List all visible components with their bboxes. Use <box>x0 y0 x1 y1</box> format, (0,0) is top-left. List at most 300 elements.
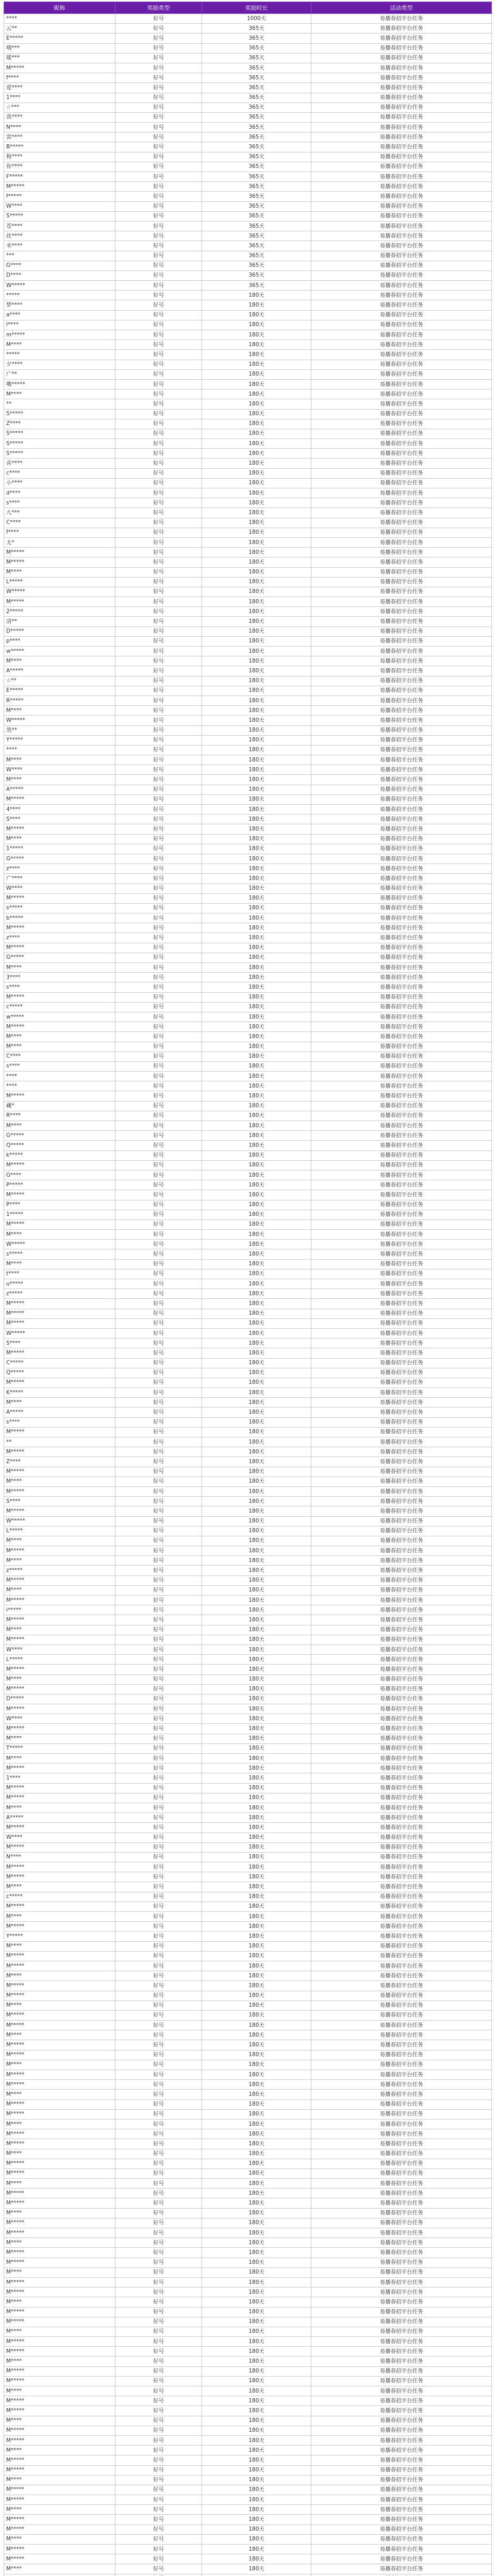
cell-activity-type: 易播春招平台任务 <box>311 350 492 360</box>
cell-nickname: R***** <box>4 696 116 705</box>
cell-reward-type: 好号 <box>116 923 202 933</box>
cell-activity-type: 易播春招平台任务 <box>311 1912 492 1922</box>
cell-reward-duration: 180天 <box>202 2416 311 2426</box>
cell-nickname: a**** <box>4 310 116 320</box>
cell-reward-type: 好号 <box>116 172 202 182</box>
cell-reward-duration: 180天 <box>202 1131 311 1141</box>
cell-reward-duration: 180天 <box>202 2327 311 2336</box>
cell-reward-type: 好号 <box>116 2416 202 2426</box>
cell-reward-duration: 180天 <box>202 1764 311 1773</box>
cell-activity-type: 易播春招平台任务 <box>311 953 492 962</box>
cell-activity-type: 易播春招平台任务 <box>311 270 492 280</box>
cell-nickname: M***** <box>4 923 116 933</box>
cell-nickname: **** <box>4 1072 116 1081</box>
cell-reward-type: 好号 <box>116 2376 202 2386</box>
cell-activity-type: 易播春招平台任务 <box>311 1338 492 1348</box>
table-row <box>4 1961 492 1971</box>
cell-reward-duration: 180天 <box>202 1259 311 1269</box>
cell-activity-type: 易播春招平台任务 <box>311 1121 492 1131</box>
table-row <box>4 399 492 409</box>
cell-reward-duration: 180天 <box>202 537 311 547</box>
cell-reward-type: 好号 <box>116 1219 202 1229</box>
table-row <box>4 310 492 320</box>
cell-activity-type: 易播春招平台任务 <box>311 1536 492 1546</box>
table-row <box>4 1734 492 1743</box>
cell-reward-duration: 180天 <box>202 1813 311 1823</box>
cell-reward-type: 好号 <box>116 2465 202 2475</box>
cell-reward-duration: 180天 <box>202 1101 311 1111</box>
table-row <box>4 459 492 468</box>
cell-reward-type: 好号 <box>116 528 202 537</box>
cell-nickname: M***** <box>4 2515 116 2524</box>
cell-activity-type: 易播春招平台任务 <box>311 1457 492 1467</box>
cell-nickname: 云** <box>4 24 116 33</box>
cell-nickname: 2***** <box>4 607 116 617</box>
cell-activity-type: 易播春招平台任务 <box>311 587 492 597</box>
cell-reward-type: 好号 <box>116 1111 202 1121</box>
cell-activity-type: 易播春招平台任务 <box>311 1477 492 1486</box>
cell-nickname: M***** <box>4 1022 116 1032</box>
cell-reward-type: 好号 <box>116 1813 202 1823</box>
cell-nickname: D***** <box>4 626 116 636</box>
cell-reward-duration: 180天 <box>202 1793 311 1803</box>
cell-activity-type: 易播春招平台任务 <box>311 1427 492 1437</box>
table-row <box>4 1546 492 1556</box>
cell-reward-duration: 180天 <box>202 1961 311 1971</box>
cell-reward-duration: 180天 <box>202 1852 311 1862</box>
cell-activity-type: 易播春招平台任务 <box>311 419 492 429</box>
cell-reward-type: 好号 <box>116 686 202 696</box>
cell-reward-duration: 180天 <box>202 1625 311 1635</box>
cell-activity-type: 易播春招平台任务 <box>311 696 492 705</box>
cell-activity-type: 易播春招平台任务 <box>311 1141 492 1150</box>
table-row <box>4 1200 492 1210</box>
table-row <box>4 43 492 53</box>
table-row <box>4 330 492 340</box>
cell-nickname: Z**** <box>4 419 116 429</box>
cell-reward-duration: 365天 <box>202 33 311 43</box>
table-row <box>4 2465 492 2475</box>
cell-activity-type: 易播春招平台任务 <box>311 2267 492 2277</box>
table-row <box>4 1516 492 1526</box>
cell-reward-duration: 180天 <box>202 1398 311 1408</box>
table-row <box>4 241 492 251</box>
cell-reward-duration: 180天 <box>202 854 311 863</box>
cell-nickname: ** <box>4 399 116 409</box>
cell-activity-type: 易播春招平台任务 <box>311 83 492 93</box>
cell-activity-type: 易播春招平台任务 <box>311 1704 492 1714</box>
cell-reward-type: 好号 <box>116 2267 202 2277</box>
table-row <box>4 2021 492 2030</box>
cell-reward-type: 好号 <box>116 1724 202 1734</box>
cell-reward-duration: 180天 <box>202 1694 311 1704</box>
reward-list-sheet <box>4 2 491 2576</box>
table-row <box>4 656 492 666</box>
cell-nickname: M***** <box>4 2545 116 2554</box>
cell-activity-type: 易播春招平台任务 <box>311 1180 492 1190</box>
table-row <box>4 884 492 893</box>
cell-nickname: M***** <box>4 1348 116 1358</box>
cell-reward-type: 好号 <box>116 2060 202 2070</box>
table-row <box>4 1912 492 1922</box>
cell-reward-type: 好号 <box>116 1862 202 1872</box>
cell-reward-duration: 180天 <box>202 943 311 953</box>
table-row <box>4 1408 492 1417</box>
cell-nickname: l**** <box>4 320 116 330</box>
table-row <box>4 2168 492 2178</box>
cell-activity-type: 易播春招平台任务 <box>311 468 492 478</box>
cell-reward-type: 好号 <box>116 221 202 231</box>
table-row <box>4 2090 492 2099</box>
cell-nickname: P***** <box>4 1180 116 1190</box>
cell-activity-type: 易播春招平台任务 <box>311 1823 492 1833</box>
cell-nickname: M**** <box>4 2030 116 2040</box>
cell-nickname: m***** <box>4 330 116 340</box>
table-row <box>4 1309 492 1318</box>
cell-reward-duration: 180天 <box>202 557 311 567</box>
cell-reward-type: 好号 <box>116 2317 202 2327</box>
cell-nickname: M***** <box>4 1783 116 1793</box>
table-row <box>4 2396 492 2406</box>
cell-reward-type: 好号 <box>116 2001 202 2010</box>
cell-nickname: M***** <box>4 2495 116 2505</box>
cell-reward-type: 好号 <box>116 2455 202 2465</box>
table-row <box>4 1170 492 1180</box>
cell-nickname: M**** <box>4 1259 116 1269</box>
cell-nickname: s***** <box>4 903 116 913</box>
cell-reward-duration: 180天 <box>202 1823 311 1833</box>
cell-reward-duration: 180天 <box>202 1833 311 1842</box>
table-row <box>4 1674 492 1684</box>
cell-reward-type: 好号 <box>116 1961 202 1971</box>
cell-nickname: M***** <box>4 1724 116 1734</box>
cell-reward-type: 好号 <box>116 577 202 587</box>
cell-activity-type: 易播春招平台任务 <box>311 1032 492 1042</box>
cell-activity-type: 易播春招平台任务 <box>311 1279 492 1289</box>
cell-reward-duration: 1000天 <box>202 14 311 24</box>
cell-activity-type: 易播春招平台任务 <box>311 2060 492 2070</box>
table-row <box>4 1289 492 1299</box>
table-row <box>4 1061 492 1071</box>
cell-activity-type: 易播春招平台任务 <box>311 103 492 112</box>
cell-activity-type: 易播春招平台任务 <box>311 2307 492 2317</box>
cell-nickname: f***** <box>4 192 116 201</box>
cell-nickname: M***** <box>4 2554 116 2564</box>
cell-reward-duration: 180天 <box>202 1665 311 1674</box>
cell-reward-duration: 180天 <box>202 1486 311 1496</box>
cell-reward-type: 好号 <box>116 2198 202 2208</box>
cell-reward-type: 好号 <box>116 103 202 112</box>
cell-reward-type: 好号 <box>116 903 202 913</box>
cell-reward-type: 好号 <box>116 1170 202 1180</box>
cell-reward-duration: 180天 <box>202 607 311 617</box>
cell-nickname: c**** <box>4 468 116 478</box>
cell-nickname: M**** <box>4 2357 116 2366</box>
cell-reward-duration: 180天 <box>202 1210 311 1219</box>
cell-reward-duration: 180天 <box>202 429 311 438</box>
cell-activity-type: 易播春招平台任务 <box>311 528 492 537</box>
cell-reward-type: 好号 <box>116 1437 202 1447</box>
cell-reward-type: 好号 <box>116 2564 202 2574</box>
table-row <box>4 112 492 122</box>
cell-activity-type: 易播春招平台任务 <box>311 617 492 626</box>
cell-reward-duration: 180天 <box>202 2208 311 2218</box>
cell-activity-type: 易播春招平台任务 <box>311 854 492 863</box>
cell-reward-type: 好号 <box>116 884 202 893</box>
cell-reward-duration: 180天 <box>202 459 311 468</box>
table-row <box>4 2010 492 2020</box>
cell-activity-type: 易播春招平台任务 <box>311 2554 492 2564</box>
cell-nickname: 梅**** <box>4 152 116 162</box>
cell-reward-duration: 180天 <box>202 2267 311 2277</box>
table-row <box>4 2426 492 2435</box>
table-row <box>4 1605 492 1615</box>
cell-activity-type: 易播春招平台任务 <box>311 1417 492 1427</box>
table-row <box>4 706 492 716</box>
cell-nickname: M**** <box>4 2267 116 2277</box>
cell-nickname: M***** <box>4 2396 116 2406</box>
cell-reward-type: 好号 <box>116 1012 202 1022</box>
cell-reward-duration: 180天 <box>202 2070 311 2080</box>
cell-nickname: W**** <box>4 201 116 211</box>
cell-nickname: S**** <box>4 1338 116 1348</box>
cell-nickname: M**** <box>4 1556 116 1566</box>
table-row <box>4 1121 492 1131</box>
cell-nickname: W**** <box>4 765 116 775</box>
table-row <box>4 1882 492 1892</box>
cell-reward-type: 好号 <box>116 300 202 310</box>
cell-reward-duration: 365天 <box>202 281 311 291</box>
cell-reward-duration: 180天 <box>202 330 311 340</box>
table-row <box>4 103 492 112</box>
table-row <box>4 1773 492 1783</box>
cell-activity-type: 易播春招平台任务 <box>311 389 492 399</box>
cell-activity-type: 易播春招平台任务 <box>311 1754 492 1764</box>
cell-activity-type: 易播春招平台任务 <box>311 73 492 83</box>
cell-reward-duration: 180天 <box>202 1180 311 1190</box>
cell-activity-type: 易播春招平台任务 <box>311 24 492 33</box>
cell-nickname: 小**** <box>4 478 116 488</box>
cell-reward-duration: 180天 <box>202 1862 311 1872</box>
cell-reward-type: 好号 <box>116 1793 202 1803</box>
cell-activity-type: 易播春招平台任务 <box>311 241 492 251</box>
table-row <box>4 1714 492 1724</box>
cell-reward-duration: 180天 <box>202 1378 311 1387</box>
cell-nickname: W***** <box>4 1240 116 1249</box>
cell-activity-type: 易播春招平台任务 <box>311 2080 492 2090</box>
table-row <box>4 725 492 735</box>
table-row <box>4 24 492 33</box>
cell-nickname: M***** <box>4 1486 116 1496</box>
cell-nickname: s**** <box>4 1417 116 1427</box>
table-row <box>4 617 492 626</box>
cell-nickname: M***** <box>4 1160 116 1170</box>
cell-activity-type: 易播春招平台任务 <box>311 1674 492 1684</box>
cell-reward-duration <box>202 2574 311 2576</box>
cell-activity-type: 易播春招平台任务 <box>311 281 492 291</box>
cell-activity-type: 易播春招平台任务 <box>311 1042 492 1052</box>
table-row <box>4 1437 492 1447</box>
cell-reward-duration: 180天 <box>202 775 311 785</box>
cell-reward-duration: 365天 <box>202 123 311 132</box>
cell-reward-type: 好号 <box>116 340 202 350</box>
reward-table <box>4 2 492 2576</box>
cell-activity-type: 易播春招平台任务 <box>311 1170 492 1180</box>
cell-activity-type: 易播春招平台任务 <box>311 943 492 953</box>
cell-activity-type: 易播春招平台任务 <box>311 2030 492 2040</box>
cell-reward-duration: 180天 <box>202 2060 311 2070</box>
cell-activity-type: 易播春招平台任务 <box>311 794 492 804</box>
table-row <box>4 548 492 557</box>
cell-nickname: M***** <box>4 1961 116 1971</box>
cell-activity-type: 易播春招平台任务 <box>311 1486 492 1496</box>
cell-activity-type: 易播春招平台任务 <box>311 903 492 913</box>
cell-activity-type: 易播春招平台任务 <box>311 1160 492 1170</box>
cell-reward-type: 好号 <box>116 24 202 33</box>
cell-reward-type: 好号 <box>116 379 202 389</box>
table-row <box>4 439 492 449</box>
table-row <box>4 389 492 399</box>
cell-reward-type: 好号 <box>116 478 202 488</box>
cell-reward-duration: 180天 <box>202 1408 311 1417</box>
table-row <box>4 2505 492 2515</box>
cell-reward-duration: 180天 <box>202 933 311 943</box>
cell-reward-duration: 180天 <box>202 1536 311 1546</box>
cell-activity-type: 易播春招平台任务 <box>311 2099 492 2109</box>
cell-activity-type: 易播春招平台任务 <box>311 805 492 815</box>
cell-activity-type: 易播春招平台任务 <box>311 1052 492 1061</box>
table-row <box>4 2386 492 2396</box>
cell-nickname: M***** <box>4 2109 116 2119</box>
table-row <box>4 953 492 962</box>
cell-activity-type: 易播春招平台任务 <box>311 1714 492 1724</box>
cell-activity-type: 易播春招平台任务 <box>311 1219 492 1229</box>
table-row <box>4 1467 492 1477</box>
cell-reward-type: 好号 <box>116 1348 202 1358</box>
cell-reward-duration: 180天 <box>202 1309 311 1318</box>
cell-nickname: M**** <box>4 963 116 973</box>
cell-activity-type: 易播春招平台任务 <box>311 2198 492 2208</box>
cell-reward-duration: 180天 <box>202 508 311 518</box>
table-row <box>4 1694 492 1704</box>
table-row <box>4 1042 492 1052</box>
cell-nickname: M***** <box>4 2010 116 2020</box>
cell-nickname: M***** <box>4 2168 116 2178</box>
cell-reward-type <box>116 2574 202 2576</box>
cell-reward-duration: 180天 <box>202 2307 311 2317</box>
cell-activity-type: 易播春招平台任务 <box>311 1467 492 1477</box>
cell-nickname: M***** <box>4 1467 116 1477</box>
cell-reward-type: 好号 <box>116 1922 202 1931</box>
cell-reward-duration: 180天 <box>202 2357 311 2366</box>
cell-reward-duration: 180天 <box>202 745 311 755</box>
cell-nickname: L***** <box>4 1526 116 1536</box>
cell-reward-type: 好号 <box>116 281 202 291</box>
cell-activity-type: 易播春招平台任务 <box>311 1684 492 1694</box>
table-row <box>4 1743 492 1753</box>
cell-reward-type: 好号 <box>116 389 202 399</box>
cell-reward-type: 好号 <box>116 1892 202 1902</box>
table-row <box>4 291 492 300</box>
table-row <box>4 626 492 636</box>
cell-reward-duration: 180天 <box>202 1111 311 1121</box>
cell-reward-duration: 180天 <box>202 2228 311 2238</box>
cell-reward-type: 好号 <box>116 518 202 528</box>
cell-reward-type: 好号 <box>116 1743 202 1753</box>
cell-reward-duration: 180天 <box>202 1516 311 1526</box>
cell-reward-duration: 180天 <box>202 528 311 537</box>
cell-nickname: G***** <box>4 953 116 962</box>
table-row <box>4 1052 492 1061</box>
cell-reward-duration: 365天 <box>202 211 311 221</box>
cell-reward-type: 好号 <box>116 1625 202 1635</box>
cell-reward-type: 好号 <box>116 1931 202 1941</box>
cell-nickname: 无* <box>4 537 116 547</box>
table-row <box>4 1427 492 1437</box>
table-row <box>4 992 492 1002</box>
cell-reward-type: 好号 <box>116 2258 202 2267</box>
cell-reward-type: 好号 <box>116 548 202 557</box>
cell-activity-type: 易播春招平台任务 <box>311 1931 492 1941</box>
cell-activity-type: 易播春招平台任务 <box>311 1150 492 1160</box>
cell-reward-type: 好号 <box>116 973 202 982</box>
cell-reward-duration: 180天 <box>202 2455 311 2465</box>
table-row <box>4 2189 492 2198</box>
table-row <box>4 231 492 241</box>
cell-reward-type: 好号 <box>116 1486 202 1496</box>
table-row <box>4 834 492 844</box>
cell-activity-type: 易播春招平台任务 <box>311 439 492 449</box>
cell-reward-duration: 180天 <box>202 2189 311 2198</box>
table-row <box>4 1457 492 1467</box>
cell-nickname: M***** <box>4 1427 116 1437</box>
cell-nickname: *** <box>4 251 116 261</box>
table-row <box>4 340 492 350</box>
cell-reward-duration: 180天 <box>202 1457 311 1467</box>
cell-reward-type: 好号 <box>116 1338 202 1348</box>
cell-reward-duration: 180天 <box>202 1912 311 1922</box>
cell-reward-duration: 180天 <box>202 893 311 903</box>
cell-reward-duration: 180天 <box>202 548 311 557</box>
cell-reward-type: 好号 <box>116 63 202 73</box>
table-row <box>4 221 492 231</box>
cell-reward-type: 好号 <box>116 459 202 468</box>
cell-reward-duration: 180天 <box>202 340 311 350</box>
cell-nickname: 1**** <box>4 93 116 103</box>
cell-reward-type: 好号 <box>116 132 202 142</box>
cell-reward-type: 好号 <box>116 1408 202 1417</box>
cell-reward-type: 好号 <box>116 1121 202 1131</box>
cell-reward-duration: 180天 <box>202 300 311 310</box>
table-row <box>4 755 492 765</box>
cell-reward-type: 好号 <box>116 716 202 725</box>
table-row <box>4 943 492 953</box>
cell-nickname: G**** <box>4 1170 116 1180</box>
cell-nickname: M**** <box>4 1398 116 1408</box>
cell-reward-type: 好号 <box>116 1694 202 1704</box>
cell-nickname: M**** <box>4 706 116 716</box>
cell-reward-duration: 180天 <box>202 1240 311 1249</box>
cell-reward-duration: 180天 <box>202 636 311 646</box>
cell-activity-type: 易播春招平台任务 <box>311 735 492 745</box>
cell-reward-type: 好号 <box>116 1773 202 1783</box>
table-row <box>4 1566 492 1575</box>
cell-activity-type: 易播春招平台任务 <box>311 2109 492 2119</box>
cell-nickname: E***** <box>4 33 116 43</box>
cell-activity-type: 易播春招平台任务 <box>311 2179 492 2189</box>
table-row <box>4 1803 492 1812</box>
table-row <box>4 1902 492 1911</box>
